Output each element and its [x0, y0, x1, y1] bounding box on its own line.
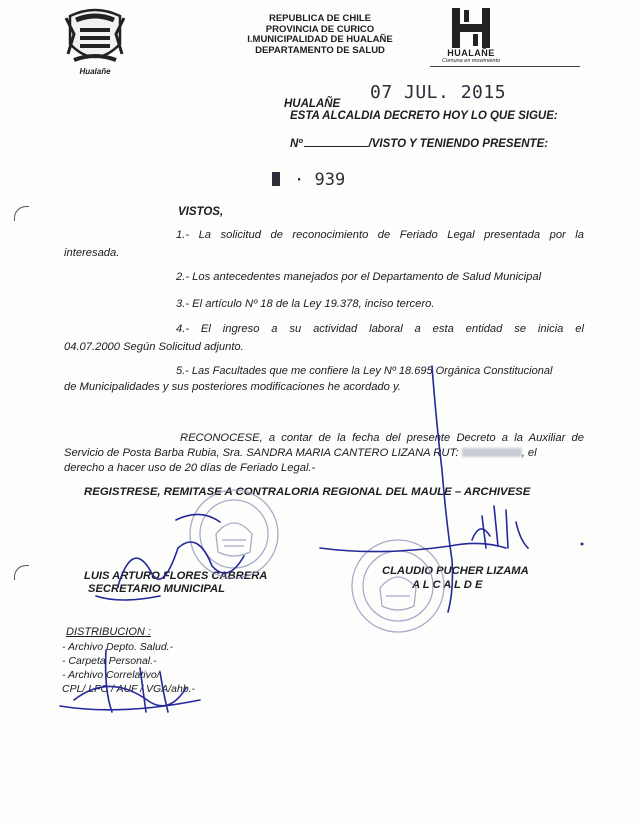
logo-tagline: Comuna en movimiento [441, 58, 501, 64]
logo-name: HUALAÑE [447, 48, 495, 58]
distribution-item: CPL/ LFC / AUF / VGA/ahb.- [62, 683, 196, 695]
mayor-seal-stamp [352, 540, 444, 632]
letterhead-line: DEPARTAMENTO DE SALUD [255, 44, 385, 56]
visto-heading: /VISTO Y TENIENDO PRESENTE: [368, 138, 549, 150]
vistos-item-1: 1.- La solicitud de reconocimiento de Feriado Legal presentada por la [176, 229, 584, 241]
resolution-line-2-end: , el [521, 447, 537, 459]
decree-number: 939 [314, 170, 346, 190]
vistos-item-5: 5.- Las Facultades que me confiere la Ley Nº 18.695 Orgánica Constitucional [176, 365, 553, 377]
decree-number-stamp: · 939 [272, 170, 345, 190]
mayor-name: CLAUDIO PUCHER LIZAMA [382, 565, 529, 577]
vistos-item-4-cont: 04.07.2000 Según Solicitud adjunto. [64, 341, 244, 353]
vistos-item-1-cont: interesada. [64, 247, 120, 259]
ink-dot [581, 543, 584, 546]
registrese-line: REGISTRESE, REMITASE A CONTRALORIA REGIONAL DEL MAULE – ARCHIVESE [84, 486, 531, 498]
letterhead-line: REPUBLICA DE CHILE [268, 13, 372, 24]
date-stamp: 07 JUL. 2015 [370, 82, 507, 103]
number-label: Nº [290, 138, 303, 150]
vistos-item-3: 3.- El artículo Nº 18 de la Ley 19.378, inciso tercero. [176, 298, 435, 310]
vistos-item-4: 4.- El ingreso a su actividad laboral a esta entidad se inicia el [176, 323, 584, 335]
secretary-name: LUIS ARTURO FLORES CABRERA [84, 570, 268, 582]
resolution-line-1: RECONOCESE, a contar de la fecha del presente Decreto a la Auxiliar de [180, 432, 584, 444]
secretary-seal-stamp [190, 490, 278, 578]
crest-caption: Hualañe [79, 67, 111, 76]
mayor-title: A L C A L D E [412, 579, 483, 591]
decree-heading: ESTA ALCALDIA DECRETO HOY LO QUE SIGUE: [290, 110, 558, 122]
distribution-item: - Carpeta Personal.- [62, 655, 157, 667]
distribution-item: - Archivo Depto. Salud.- [62, 641, 174, 653]
letterhead-line: PROVINCIA DE CURICO [265, 23, 375, 35]
vistos-item-2: 2.- Los antecedentes manejados por el Departamento de Salud Municipal [176, 271, 542, 283]
vistos-item-5-cont: de Municipalidades y sus posteriores modificaciones he acordado y. [64, 381, 401, 393]
secretary-title: SECRETARIO MUNICIPAL [88, 583, 225, 595]
resolution-line-3: derecho a hacer uso de 20 días de Feriado Legal.- [64, 462, 316, 474]
letterhead-line: I.MUNICIPALIDAD DE HUALAÑE [247, 34, 393, 45]
resolution-line-2-text: Servicio de Posta Barba Rubia, Sra. SANDRA MARIA CANTERO LIZANA RUT: [64, 447, 459, 459]
distribution-title: DISTRIBUCION : [66, 626, 151, 638]
distribution-item: - Archivo Correlativo/ [62, 669, 160, 681]
place-label: HUALAÑE [284, 98, 341, 110]
vistos-title: VISTOS, [178, 206, 224, 218]
